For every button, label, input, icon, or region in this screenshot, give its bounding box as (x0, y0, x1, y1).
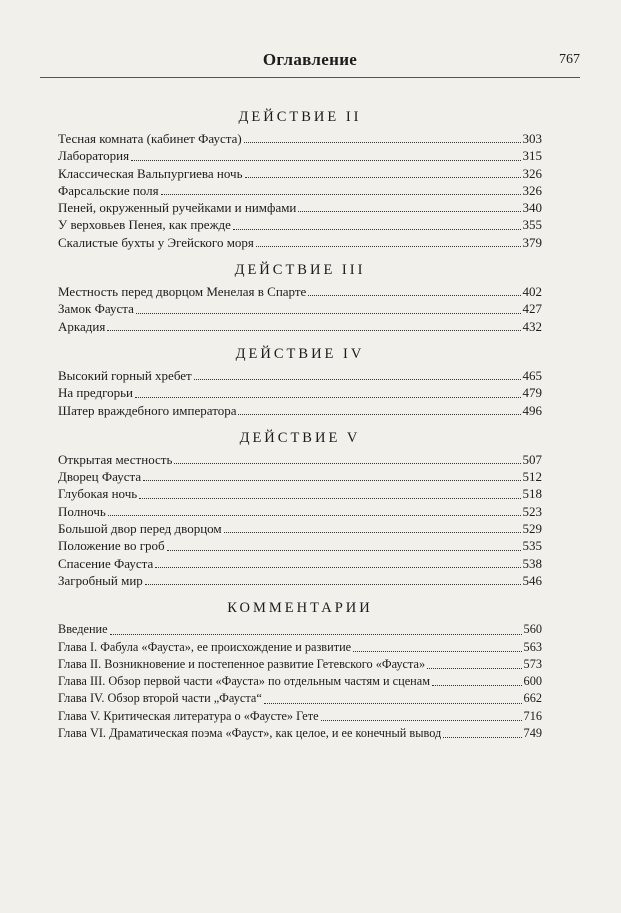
entry-title: Местность перед дворцом Менелая в Спарте (58, 284, 307, 300)
table-of-contents (58, 104, 542, 742)
dot-leader (264, 691, 522, 704)
toc-entry (58, 199, 542, 216)
toc-entry (58, 318, 542, 335)
toc-entry (58, 503, 542, 520)
dot-leader (244, 130, 521, 143)
dot-leader (107, 318, 520, 331)
toc-entry (58, 656, 542, 673)
toc-entry (58, 216, 542, 233)
dot-leader (139, 486, 520, 499)
entry-page-number: 507 (522, 451, 542, 467)
toc-entry (58, 485, 542, 502)
entry-title: Тесная комната (кабинет Фауста) (58, 131, 242, 146)
toc-entry (58, 690, 542, 707)
entry-title: Пеней, окруженный ручейками и нимфами (58, 200, 297, 216)
dot-leader (353, 639, 521, 652)
entry-page-number: 326 (522, 182, 542, 198)
entry-page-number: 518 (522, 486, 542, 502)
entry-title: Классическая Вальпургиева ночь (58, 165, 243, 181)
entry-title: На предгорьи (58, 385, 133, 401)
dot-leader (145, 572, 521, 585)
toc-entry (58, 283, 542, 300)
dot-leader (432, 673, 522, 686)
entry-page-number: 600 (523, 674, 542, 689)
entry-page-number: 432 (522, 318, 542, 334)
toc-entry (58, 182, 542, 199)
toc-entry (58, 468, 542, 485)
dot-leader (143, 468, 520, 481)
section-heading: ДЕЙСТВИЕ III (234, 262, 366, 279)
entry-page-number: 355 (522, 217, 542, 233)
entry-title: Открытая местность (58, 451, 173, 467)
dot-leader (224, 520, 521, 533)
dot-leader (245, 165, 521, 178)
toc-entry (58, 300, 542, 317)
toc-entry (58, 572, 542, 589)
entry-page-number: 379 (522, 234, 542, 250)
dot-leader (161, 182, 521, 195)
entry-page-number: 479 (522, 385, 542, 401)
entry-title: Глава VI. Драматическая поэма «Фауст», как целое, и ее конечный вывод (58, 726, 442, 741)
entry-page-number: 546 (522, 572, 542, 588)
dot-leader (427, 656, 521, 669)
section-heading: ДЕЙСТВИЕ II (238, 109, 362, 125)
toc-section (58, 425, 542, 589)
entry-page-number: 535 (522, 538, 542, 554)
entry-title: Глава I. Фабула «Фауста», ее происхождение и развитие (58, 639, 352, 654)
toc-section (58, 595, 542, 742)
toc-entry (58, 402, 542, 419)
entry-page-number: 465 (522, 367, 542, 383)
entry-title: Глава III. Обзор первой части «Фауста» по отдельным частям и сценам (58, 674, 430, 689)
dot-leader (136, 301, 521, 314)
entry-title: Большой двор перед дворцом (58, 521, 222, 537)
dot-leader (256, 234, 521, 247)
entry-title: Спасение Фауста (58, 555, 154, 571)
entry-page-number: 716 (523, 708, 542, 723)
entry-title: Фарсальские поля (58, 182, 159, 198)
toc-entry (58, 234, 542, 251)
dot-leader (108, 503, 521, 516)
entry-page-number: 563 (523, 639, 542, 654)
toc-entry (58, 537, 542, 554)
dot-leader (308, 283, 520, 296)
entry-page-number: 538 (522, 555, 542, 571)
entry-title: У верховьев Пенея, как прежде (58, 217, 231, 233)
dot-leader (174, 451, 520, 464)
entry-page-number: 496 (522, 402, 542, 418)
page-title: Оглавление (262, 50, 358, 69)
entry-title: Введение (58, 622, 108, 637)
entry-title: Глубокая ночь (58, 486, 138, 502)
dot-leader (131, 148, 520, 161)
entry-page-number: 340 (522, 200, 542, 216)
dot-leader (321, 708, 522, 721)
dot-leader (155, 555, 520, 568)
toc-entry (58, 165, 542, 182)
dot-leader (233, 217, 521, 230)
toc-entry (58, 673, 542, 690)
entry-page-number: 560 (523, 622, 542, 637)
entry-page-number: 402 (522, 284, 542, 300)
toc-entry (58, 555, 542, 572)
dot-leader (238, 402, 520, 415)
toc-entry (58, 130, 542, 147)
toc-entry (58, 451, 542, 468)
toc-entry (58, 384, 542, 401)
entry-title: Высокий горный хребет (58, 367, 192, 383)
entry-page-number: 315 (522, 148, 542, 164)
entry-title: Шатер враждебного императора (58, 402, 237, 418)
entry-page-number: 573 (523, 656, 542, 671)
entry-title: Аркадия (58, 318, 106, 334)
toc-entry (58, 639, 542, 656)
entry-page-number: 326 (522, 165, 542, 181)
toc-entry (58, 725, 542, 742)
toc-section (58, 104, 542, 251)
toc-entry (58, 147, 542, 164)
entry-page-number: 427 (522, 301, 542, 317)
entry-title: Глава V. Критическая литература о «Фаусте» Гете (58, 708, 319, 723)
dot-leader (194, 367, 521, 380)
entry-page-number: 512 (522, 469, 542, 485)
entry-title: Глава IV. Обзор второй части „Фауста“ (58, 691, 262, 706)
entry-page-number: 523 (522, 503, 542, 519)
toc-entry (58, 621, 542, 638)
dot-leader (443, 725, 521, 738)
toc-entry (58, 520, 542, 537)
entry-title: Скалистые бухты у Эгейского моря (58, 234, 254, 250)
entry-title: Загробный мир (58, 572, 143, 588)
entry-title: Глава II. Возникновение и постепенное развитие Гетевского «Фауста» (58, 656, 426, 671)
dot-leader (167, 538, 521, 551)
entry-title: Дворец Фауста (58, 469, 142, 485)
dot-leader (298, 199, 520, 212)
entry-page-number: 529 (522, 521, 542, 537)
entry-title: Лаборатория (58, 148, 130, 164)
toc-section (58, 341, 542, 419)
section-heading: ДЕЙСТВИЕ V (239, 429, 361, 446)
entry-title: Полночь (58, 503, 106, 519)
toc-section (58, 257, 542, 335)
dot-leader (110, 622, 522, 635)
section-heading: КОММЕНТАРИИ (227, 600, 373, 617)
entry-page-number: 303 (522, 131, 542, 146)
toc-entry (58, 367, 542, 384)
dot-leader (135, 385, 521, 398)
entry-title: Замок Фауста (58, 301, 134, 317)
entry-page-number: 749 (523, 726, 542, 741)
toc-entry (58, 708, 542, 725)
running-header (40, 40, 580, 80)
entry-page-number: 662 (523, 691, 542, 706)
entry-title: Положение во гроб (58, 538, 165, 554)
header-rule (40, 77, 580, 78)
section-heading: ДЕЙСТВИЕ IV (235, 345, 365, 362)
page-number: 767 (559, 52, 580, 67)
